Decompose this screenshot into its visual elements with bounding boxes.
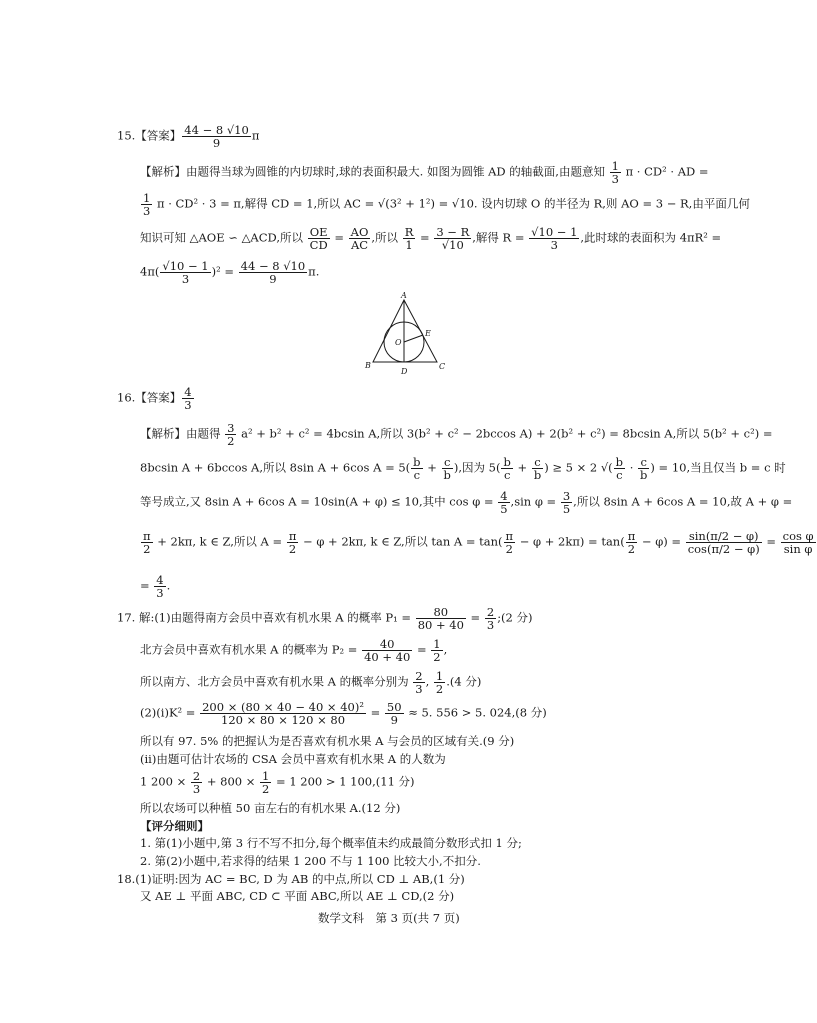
fraction: $\frac{c}{b}$ xyxy=(443,455,451,483)
fraction: $\frac{1}{2}$ xyxy=(435,669,444,697)
fraction: $\frac{80}{80 + 40}$ xyxy=(417,605,464,633)
fraction: $\frac{b}{c}$ xyxy=(503,455,511,483)
fraction: $\frac{AO}{AC}$ xyxy=(350,225,369,253)
fraction: $\frac{b}{c}$ xyxy=(615,455,624,483)
fraction: $\frac{\pi}{2}$ xyxy=(627,529,636,557)
label-d: D xyxy=(401,367,408,376)
grading-item-1: 1. 第(1)小题中,第 3 行不写不扣分,每个概率值未约成最简分数形式扣 1 分; xyxy=(140,836,522,850)
fraction: $\frac{2}{3}$ xyxy=(486,605,495,633)
fraction: $\frac{\text{cos φ}}{\text{sin φ}}$ xyxy=(782,529,814,557)
fraction: $\frac{√10 - 1}{3}$ xyxy=(531,225,578,253)
label-a: A xyxy=(401,291,407,300)
p16-line-2: 8bcsin A + 6bccos A,所以 8sin A + 6cos A = 5( $\frac{b}{c}$ + $\frac{c}{b}$ ),因为 5( $\frac{b}{c}$ + $\frac{c}{b}$ ) ≥ 5 × 2 √( $\frac{b}{c}$ · $\frac{c}{b}$ ) = 10,当且仅当 b = c 时 xyxy=(140,455,786,483)
fraction: $\frac{b}{c}$ xyxy=(413,455,421,483)
fraction: $\frac{√10 - 1}{3}$ xyxy=(162,259,209,287)
grading-item-2: 2. 第(2)小题中,若求得的结果 1 200 不与 1 100 比较大小,不扣分. xyxy=(140,854,481,868)
p15-line-2: $\frac{1}{3}$ π · CD² · 3 = π,解得 CD = 1,所以 AC = √(3² + 1²) = √10. 设内切球 O 的半径为 R,则 AO = 3 − R,由平面几何 xyxy=(143,191,750,219)
p15-answer-fraction: $\frac{44 - 8 √10}{9}$ xyxy=(184,123,249,151)
cone-inscribed-sphere-figure xyxy=(362,292,454,376)
fraction: $\frac{1}{2}$ xyxy=(262,769,270,797)
p15-answer: 15.【答案】 $\frac{44 - 8 √10}{9}$ π xyxy=(117,123,260,151)
fraction: $\frac{40}{40 + 40}$ xyxy=(364,637,411,665)
p16-line-1: 【解析】由题得 $\frac{3}{2}$ a² + b² + c² = 4bcsin A,所以 3(b² + c² − 2bccos A) + 2(b² + c²) = 8bcsin A,所以 5(b² + c²) = xyxy=(140,421,773,449)
p16-line-5: = $\frac{4}{3}$ . xyxy=(140,573,171,601)
fraction: $\frac{\pi}{2}$ xyxy=(288,529,297,557)
fraction: $\frac{2}{3}$ xyxy=(192,769,201,797)
fraction: $\frac{44 - 8 √10}{9}$ xyxy=(240,259,306,287)
fraction: $\frac{3}{2}$ xyxy=(227,421,235,449)
fraction: $\frac{3 - R}{√10}$ xyxy=(436,225,470,253)
label-c: C xyxy=(439,362,446,371)
p16-line-3: 等号成立,又 8sin A + 6cos A = 10sin(A + φ) ≤ 10,其中 cos φ = $\frac{4}{5}$ ,sin φ = $\frac{3}{5}$ ,所以 8sin A + 6cos A = 10,故 A + φ = xyxy=(140,489,793,517)
fraction: $\frac{3}{5}$ xyxy=(562,489,571,517)
p17-line-2: 北方会员中喜欢有机水果 A 的概率为 P₂ = $\frac{40}{40 + 40}$ = $\frac{1}{2}$ , xyxy=(140,637,448,665)
fraction: $\frac{OE}{CD}$ xyxy=(309,225,328,253)
p17-line-8: 所以农场可以种植 50 亩左右的有机水果 A.(12 分) xyxy=(140,801,401,815)
p17-line-7: 1 200 × $\frac{2}{3}$ + 800 × $\frac{1}{2}$ = 1 200 > 1 100,(11 分) xyxy=(140,769,415,797)
p16-line-4: $\frac{\pi}{2}$ + 2kπ, k ∈ Z,所以 A = $\frac{\pi}{2}$ − φ + 2kπ, k ∈ Z,所以 tan A = tan( $\frac{\pi}{2}$ − φ + 2kπ) = tan( $\frac{\pi}{2}$ − φ) = $\frac{\sin(\pi/2 - \varphi)}{\cos(\pi/2 - \varphi)}$ = $\frac{\text{cos φ}}{\text{sin φ}}$ xyxy=(143,529,814,557)
fraction: $\frac{\sin(\pi/2 - \varphi)}{\cos(\pi/2 - \varphi)}$ xyxy=(687,529,760,557)
p17-line-6: (ii)由题可估计农场的 CSA 会员中喜欢有机水果 A 的人数为 xyxy=(140,752,446,766)
p18-line-1: 18.(1)证明:因为 AC = BC, D 为 AB 的中点,所以 CD ⊥ AB,(1 分) xyxy=(117,872,465,886)
fraction: $\frac{1}{2}$ xyxy=(433,637,441,665)
p15-line-4: 4π( $\frac{√10 - 1}{3}$ )² = $\frac{44 - 8 √10}{9}$ π. xyxy=(140,259,320,287)
fraction: $\frac{R}{1}$ xyxy=(404,225,414,253)
p15-line-3: 知识可知 △AOE ∽ △ACD,所以 $\frac{OE}{CD}$ = $\frac{AO}{AC}$ ,所以 $\frac{R}{1}$ = $\frac{3 - R}{√10}$ ,解得 R = $\frac{√10 - 1}{3}$ ,此时球的表面积为 4πR² = xyxy=(140,225,722,253)
p18-line-2: 又 AE ⊥ 平面 ABC, CD ⊂ 平面 ABC,所以 AE ⊥ CD,(2 分) xyxy=(140,889,455,903)
fraction: $\frac{\text{200 × (80 × 40 − 40 × 40)²}}{120 \times 80 \times 120 \times 80}$ xyxy=(202,700,364,728)
label-o: O xyxy=(395,338,402,347)
fraction: $\frac{\pi}{2}$ xyxy=(505,529,514,557)
fraction: $\frac{c}{b}$ xyxy=(533,455,542,483)
fraction: $\frac{1}{3}$ xyxy=(611,159,619,187)
fraction: $\frac{c}{b}$ xyxy=(640,455,648,483)
p15-line-1: 【解析】由题得当球为圆锥的内切球时,球的表面积最大. 如图为圆锥 AD 的轴截面,由题意知 $\frac{1}{3}$ π · CD² · AD = xyxy=(140,159,709,187)
p17-line-5: 所以有 97. 5% 的把握认为是否喜欢有机水果 A 与会员的区域有关.(9 分) xyxy=(140,734,515,748)
radius-oe xyxy=(404,335,423,342)
p17-line-3: 所以南方、北方会员中喜欢有机水果 A 的概率分别为 $\frac{2}{3}$ , $\frac{1}{2}$ .(4 分) xyxy=(140,669,482,697)
p17-line-1: 17. 解:(1)由题得南方会员中喜欢有机水果 A 的概率 P₁ = $\frac{80}{80 + 40}$ = $\frac{2}{3}$ ;(2 分) xyxy=(117,605,533,633)
fraction: $\frac{4}{3}$ xyxy=(156,573,164,601)
fraction: $\frac{4}{5}$ xyxy=(500,489,508,517)
label-e: E xyxy=(425,329,431,338)
fraction: $\frac{1}{3}$ xyxy=(143,191,151,219)
grading-title: 【评分细则】 xyxy=(140,819,209,833)
p17-line-4: (2)(i)K² = $\frac{\text{200 × (80 × 40 − 40 × 40)²}}{120 \times 80 \times 120 \times 80}$ = $\frac{50}{9}$ ≈ 5. 556 > 5. 024,(8 分) xyxy=(140,700,547,728)
p16-answer-fraction: $\frac{4}{3}$ xyxy=(184,385,192,413)
fraction: $\frac{\pi}{2}$ xyxy=(143,529,151,557)
fraction: $\frac{2}{3}$ xyxy=(415,669,423,697)
label-b: B xyxy=(365,361,371,370)
p16-answer: 16.【答案】 $\frac{4}{3}$ xyxy=(117,385,192,413)
page-footer: 数学文科 第 3 页(共 7 页) xyxy=(318,911,460,925)
fraction: $\frac{50}{9}$ xyxy=(386,700,402,728)
